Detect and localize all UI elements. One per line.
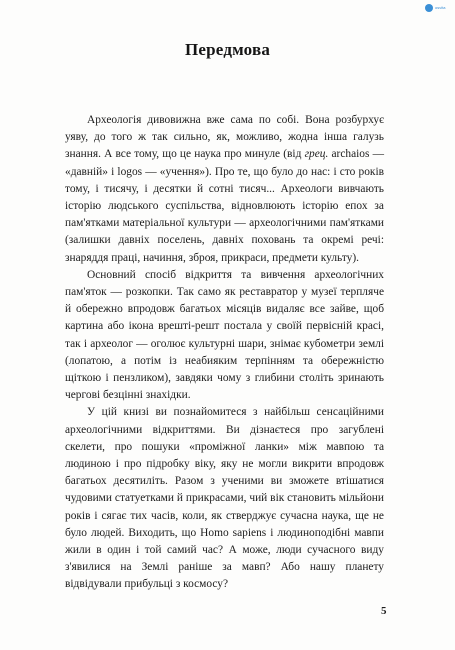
italic-abbreviation: грец. xyxy=(304,148,329,161)
paragraph-3: У цій книзі ви познайомитеся з найбільш сенсаційними археологічними відкриттями. Ви дізнаєтеся про загублені скелети, про пошуки «проміжної ланки» між мавпою та людиною і про підробку віку, яку не могли викрити впродовж багатьох десятиліть. Разом з ученими ви зможете втішатися чудовими статуетками й прикрасами, чий вік становить мільйони років і сягає тих часів, коли, як стверджує сучасна наука, ще не було людей. Виходить, що Homo sapiens і людиноподібні мавпи жили в один і той самий час? А може, люди сучасного виду з'явилися на Землі раніше за мавп? Або нашу планету відвідували прибульці з космосу? xyxy=(65,406,384,591)
preface-body xyxy=(65,112,384,594)
page-title: Передмова xyxy=(184,40,271,59)
paragraph-2: Основний спосіб відкриття та вивчення археологічних пам'яток — розкопки. Так само як реставратор у музеї терпляче й обережно впродовж багатьох місяців видаляє все зайве, щоб картина або ікона врешті-решт постала у своїй первісній красі, так і археолог — оголює культурні шари, знімає кубометри землі (лопатою, а потім із неабияким терпінням та обережністю щіткою і пензликом), завдяки чому з глибини століть зринають чергові безцінні знахідки. xyxy=(65,268,384,402)
publisher-logo xyxy=(425,3,449,12)
paragraph-1: Археологія дивовижна вже сама по собі. Вона розбурхує уяву, до того ж так сильно, як, можливо, жодна інша галузь знання. А все тому, що це наука про минуле (від грец. archaios — «давній» і logos — «учення»). Про те, що було до нас: і сто років тому, і тисячу, і десятки й сотні тисяч... Археологи вивчають історію людського суспільства, відновлюють історію епох за пам'ятками матеріальної культури — археологічними пам'ятками (залишки давніх поселень, давніх поховань та окремі речі: знаряддя праці, начиння, зброя, прикраси, предмети культу). xyxy=(65,114,384,264)
page-number: 5 xyxy=(381,605,387,617)
logo-circle-icon xyxy=(425,4,433,12)
logo-text: osvita xyxy=(435,4,446,10)
